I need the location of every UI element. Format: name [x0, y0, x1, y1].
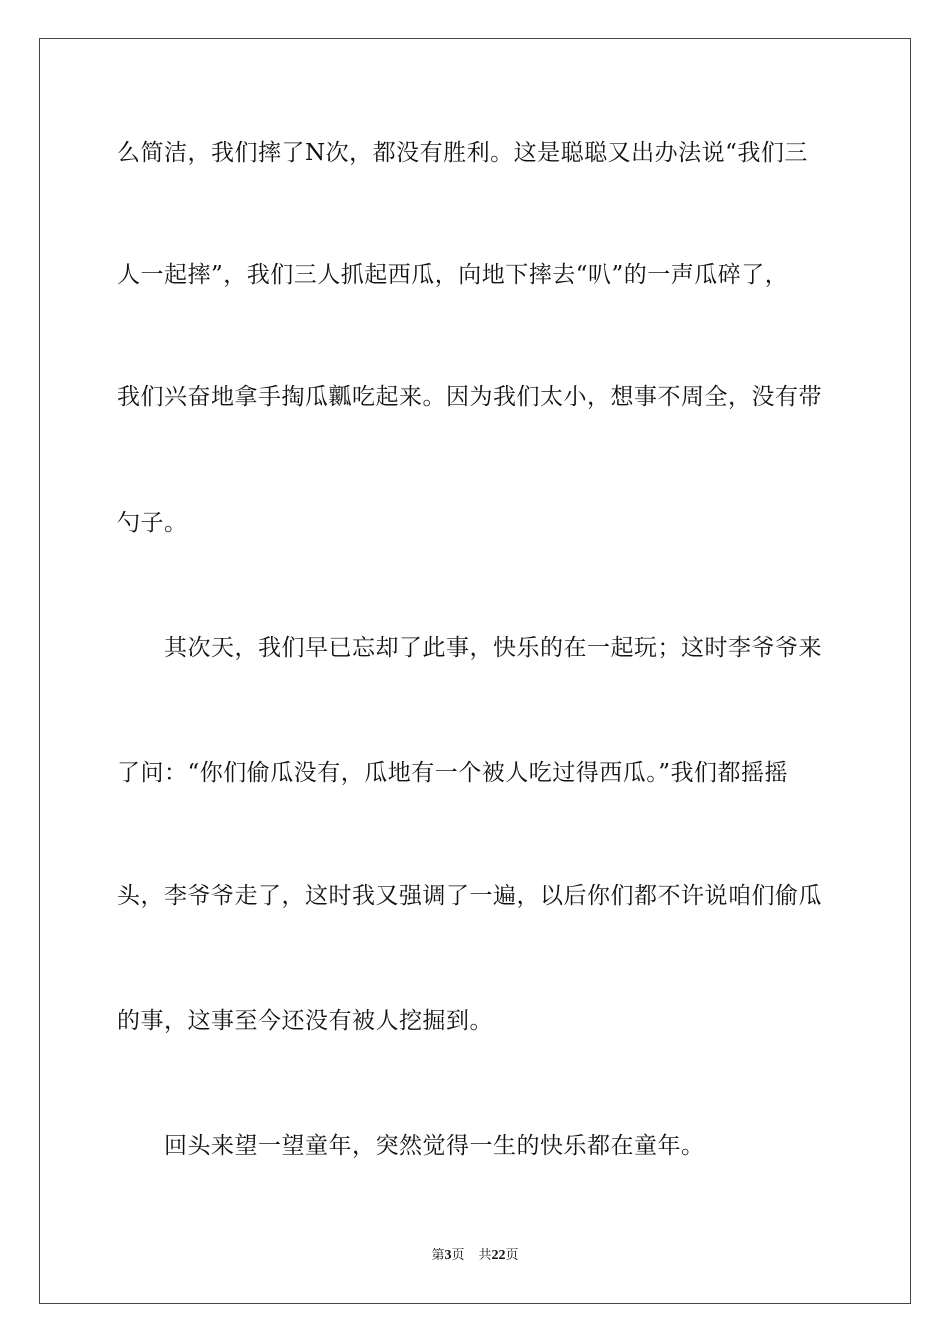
paragraph-2-line-3: 头，李爷爷走了，这时我又强调了一遍，以后你们都不许说咱们偷瓜	[117, 883, 822, 909]
current-page-number: 3	[444, 1248, 452, 1263]
paragraph-2-line-1: 其次天，我们早已忘却了此事，快乐的在一起玩；这时李爷爷来	[164, 635, 822, 661]
page-label-suffix: 页	[451, 1248, 465, 1263]
page-label-prefix: 第	[431, 1248, 445, 1263]
total-page-count: 22	[491, 1248, 506, 1263]
paragraph-1-line-1: 么简洁，我们摔了N次，都没有胜利。这是聪聪又出办法说“我们三	[117, 140, 808, 166]
page-footer	[0, 1248, 950, 1264]
paragraph-2-line-4: 的事，这事至今还没有被人挖掘到。	[117, 1008, 493, 1034]
paragraph-1-line-3: 我们兴奋地拿手掏瓜瓤吃起来。因为我们太小，想事不周全，没有带	[117, 384, 822, 410]
paragraph-1-line-4: 勺子。	[117, 510, 188, 536]
total-label-suffix: 页	[505, 1248, 519, 1263]
paragraph-3-line-1: 回头来望一望童年，突然觉得一生的快乐都在童年。	[164, 1133, 705, 1159]
total-label-prefix: 共	[478, 1248, 492, 1263]
paragraph-2-line-2: 了问：“你们偷瓜没有，瓜地有一个被人吃过得西瓜。”我们都摇摇	[117, 760, 789, 786]
page-border	[39, 38, 911, 1304]
paragraph-1-line-2: 人一起摔”，我们三人抓起西瓜，向地下摔去“叭”的一声瓜碎了，	[117, 262, 789, 288]
